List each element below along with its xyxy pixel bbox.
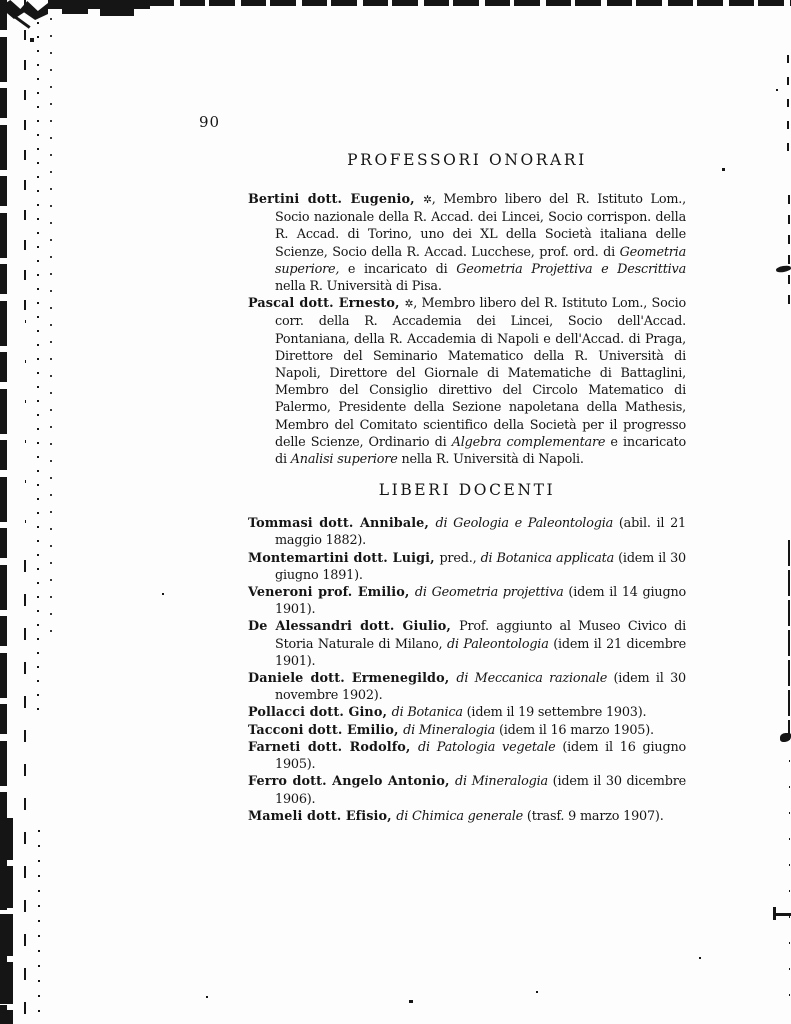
entry-text-bold: Pollacci dott. Gino, [248, 705, 392, 721]
entry [248, 584, 686, 618]
entry-text-italic: Geometria superiore, [275, 244, 686, 277]
entry-text-plain: Prof. aggiunto al Museo Civico di Storia Naturale di Milano, [275, 619, 686, 652]
decoration-star-icon: ✲ [423, 194, 432, 206]
entry-text-bold: Montemartini dott. Luigi, [248, 550, 440, 566]
entry-text-italic: di Paleontologia [446, 636, 549, 652]
entry-text-bold: Ferro dott. Angelo Antonio, [248, 774, 455, 790]
scan-speck-7 [699, 957, 701, 959]
scan-dot-column-1 [37, 22, 39, 722]
scan-edge-right-dashes-mid [788, 195, 790, 310]
entry [248, 295, 686, 468]
entry [248, 670, 686, 704]
scan-speck-2 [776, 89, 778, 91]
entry-text-italic: di Patologia vegetale [418, 739, 556, 755]
scan-speck-4 [206, 996, 208, 998]
scan-edge-right-dots-bottom [789, 760, 790, 1000]
scan-speck-6 [536, 991, 538, 993]
page-number: 90 [199, 113, 221, 131]
entry-text-plain: (idem il 21 dicembre 1901). [275, 636, 686, 669]
entry-text-italic: di Botanica [391, 705, 463, 721]
scan-dot-column-3 [38, 830, 40, 1020]
entry-text-italic: di Mineralogia [403, 722, 496, 738]
entry [248, 515, 686, 549]
decoration-star-icon: ✲ [404, 298, 414, 311]
scan-corner-blob-tab2 [100, 9, 134, 16]
entry [248, 773, 686, 807]
scan-fold-line-upper [24, 0, 26, 320]
entry [248, 808, 686, 825]
scan-corner-dot [30, 38, 34, 42]
entry-text-plain: nella R. Università di Pisa. [275, 279, 442, 295]
section-heading: PROFESSORI ONORARI [347, 151, 587, 169]
scan-edge-right-line [788, 540, 790, 740]
entry-text-bold: Mameli dott. Efisio, [248, 808, 397, 824]
scan-speck-3 [409, 1000, 413, 1003]
entry-text-bold: Pascal dott. Ernesto, [248, 296, 405, 312]
sections [248, 151, 686, 825]
entry-text-italic: di Chimica generale [396, 808, 524, 824]
scan-edge-right-hook [780, 733, 791, 742]
scan-corner-blob [48, 0, 150, 9]
scan-fold-line-lower [24, 560, 26, 1024]
entry-text-plain: (idem il 30 novembre 1902). [275, 671, 686, 704]
entry-text-plain: (idem il 30 giugno 1891). [275, 550, 686, 583]
entry-text-plain: (trasf. 9 marzo 1907). [523, 808, 664, 824]
scan-fold-line-middle [25, 320, 26, 560]
scan-tick-right-h [775, 913, 791, 916]
entry-text-italic: Algebra complementare [451, 434, 606, 450]
scan-edge-right-dashes-top [787, 55, 789, 155]
scan-edge-left-bottom [0, 818, 13, 1024]
entry-text-plain: (idem il 19 settembre 1903). [462, 705, 647, 721]
scan-edge-top [148, 0, 791, 6]
entry-text-plain: (idem il 14 giugno 1901). [275, 585, 686, 618]
entry-text-italic: di Meccanica razionale [456, 671, 608, 687]
entry-text-italic: Analisi superiore [290, 452, 398, 468]
entry-text-plain: (abil. il 21 maggio 1882). [275, 516, 686, 549]
entry [248, 191, 686, 295]
entry-text-bold: Daniele dott. Ermenegildo, [248, 671, 457, 687]
entry-text-bold: Farneti dott. Rodolfo, [248, 739, 419, 755]
section-heading: LIBERI DOCENTI [378, 481, 556, 500]
entry [248, 704, 686, 721]
entry [248, 739, 686, 773]
entry-text-plain: (idem il 16 giugno 1905). [275, 739, 687, 773]
entry-text-plain: , Membro libero del R. Istituto Lom., Socio corr. della R. Accademia dei Lincei, Socio dell'Accad. Pontaniana, della R. Accademia di Napoli e dell'Accad. di Praga, Direttore del Seminario Matematico della R. Università di Napoli, Direttore del Giornale di Matematiche di Battaglini, Membro del Consiglio direttivo del Circolo Matematico di Palermo, Presidente della Sezione napoletana della Mathesis, Membro del Comitato scientifico della Società per il progresso delle Scienze, Ordinario di [275, 296, 686, 450]
entry-text-italic: di Botanica applicata [480, 550, 615, 566]
entry-text-bold: De Alessandri dott. Giulio, [248, 619, 460, 635]
entry-text-italic: Geometria Projettiva e Descrittiva [456, 261, 686, 277]
entry-text-bold: Bertini dott. Eugenio, [248, 192, 424, 207]
entry-text-plain: , Membro libero del R. Istituto Lom., Socio nazionale della R. Accad. dei Lincei, Socio corrispon. della R. Accad. di Torino, uno dei XL della Società italiana delle Scienze, Socio della R. Accad. Lucchese, prof. ord. di [275, 192, 686, 260]
entry-text-italic: di Mineralogia [455, 774, 548, 790]
entry-text-italic: di Geologia e Paleontologia [435, 516, 614, 532]
entry-text-bold: Tacconi dott. Emilio, [248, 722, 404, 738]
scan-tick-right-v [773, 907, 776, 920]
entry-text-plain: nella R. Università di Napoli. [397, 452, 584, 468]
entry-text-plain: (idem il 30 dicembre 1906). [275, 774, 686, 807]
entry [248, 550, 686, 584]
entry-text-plain: pred., [439, 550, 481, 566]
entry [248, 722, 686, 739]
entry [248, 618, 686, 670]
entry-text-bold: Veneroni prof. Emilio, [248, 585, 415, 601]
scan-speck-5 [162, 593, 164, 595]
entry-text-italic: di Geometria projettiva [414, 585, 564, 601]
scan-speck-1 [722, 168, 725, 171]
entry-text-plain: (idem il 16 marzo 1905). [495, 722, 654, 738]
scan-dot-column-2 [50, 18, 52, 638]
entry-text-plain: e incaricato di [275, 434, 686, 468]
scan-corner-blob-tab1 [62, 9, 88, 14]
entry-text-bold: Tommasi dott. Annibale, [248, 516, 436, 532]
entry-text-plain: e incaricato di [339, 261, 457, 277]
